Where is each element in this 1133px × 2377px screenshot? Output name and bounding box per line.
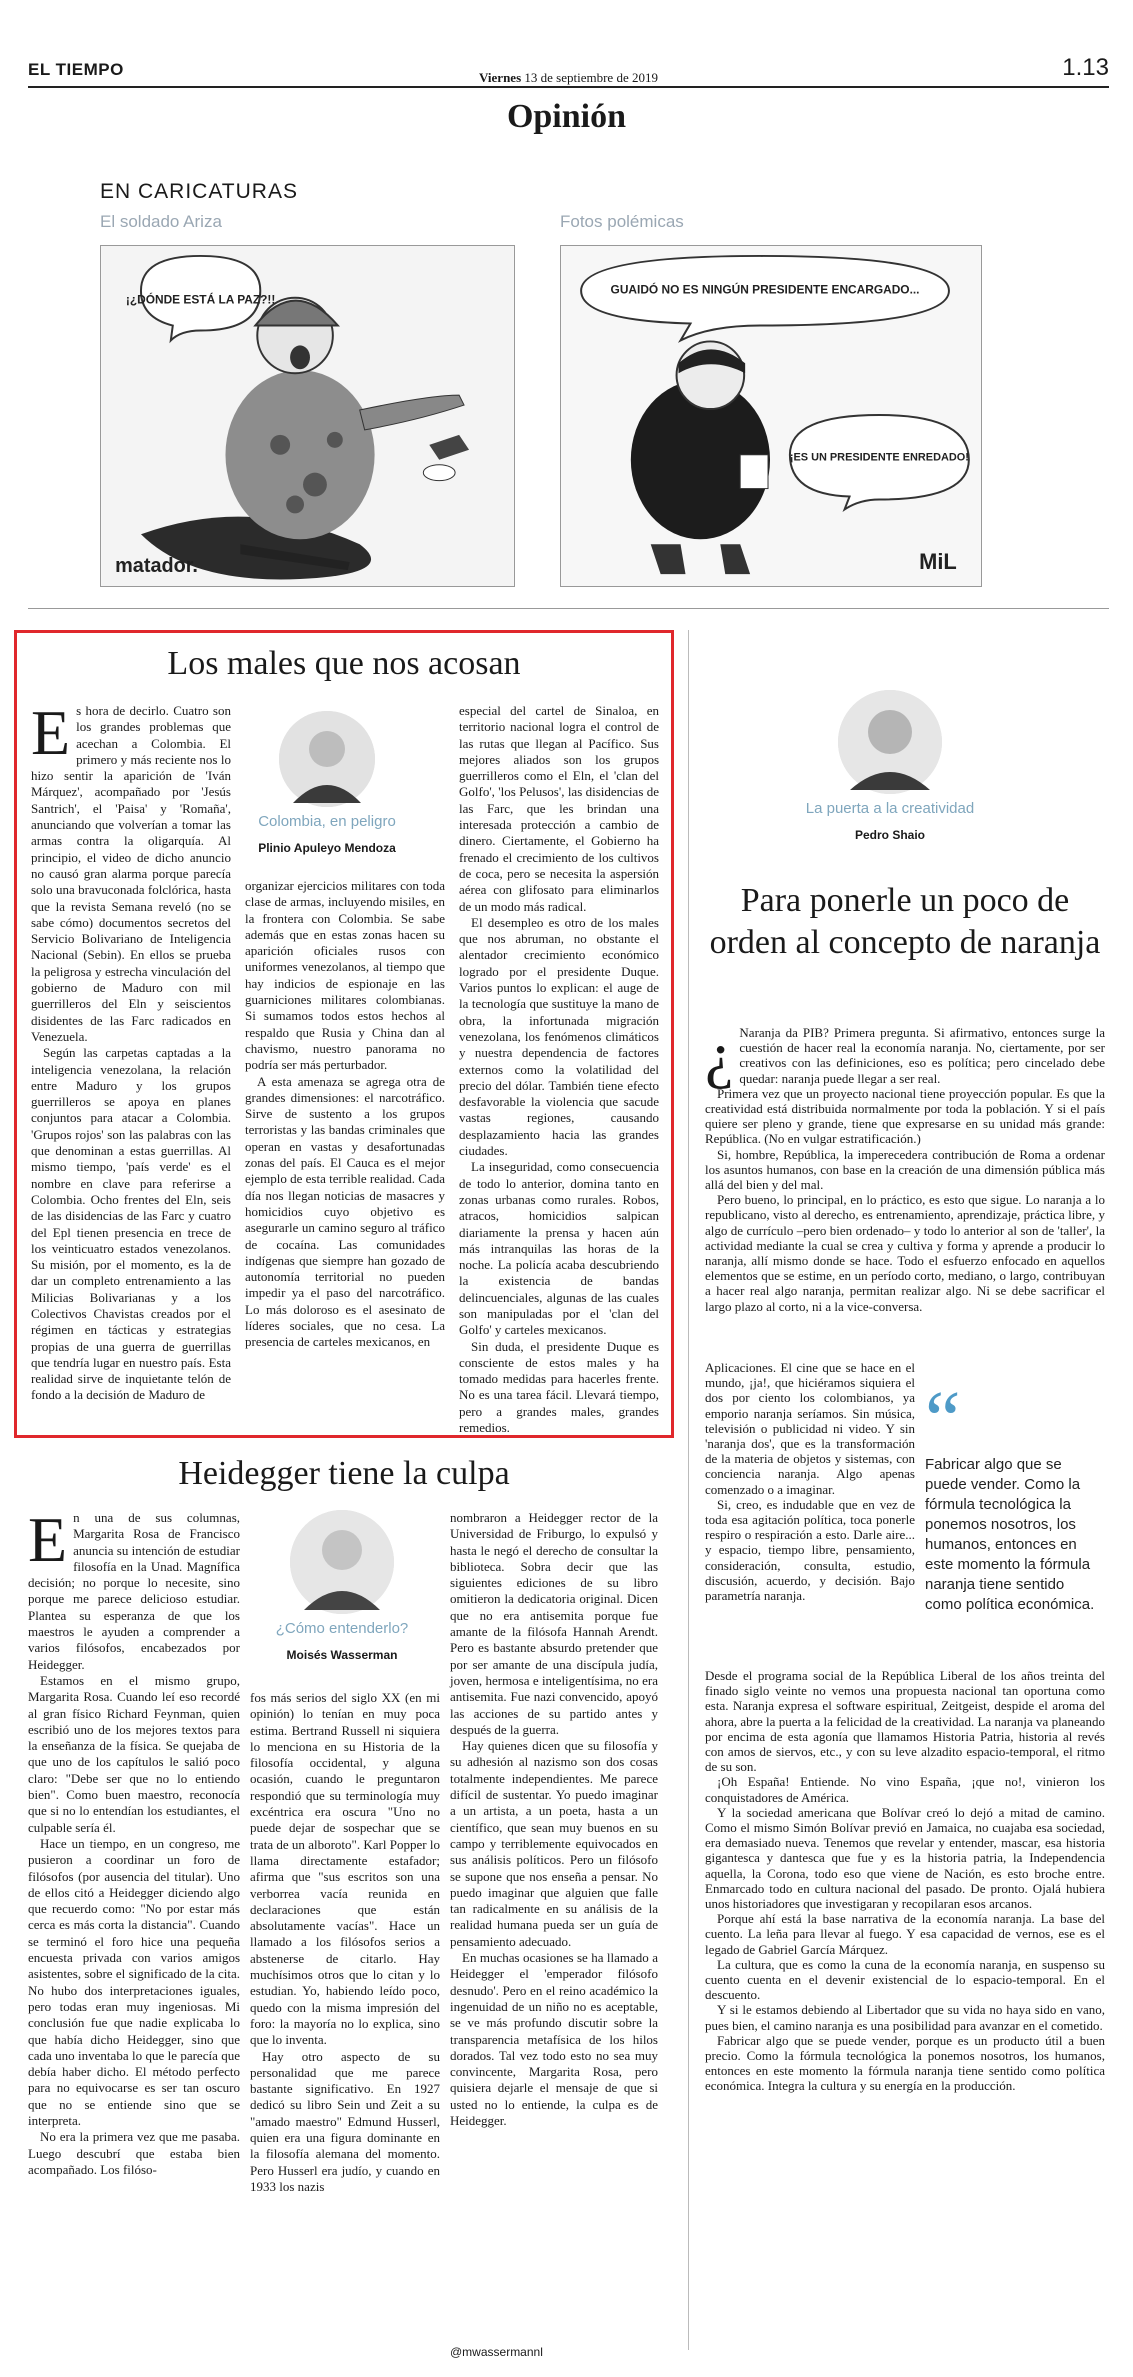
- author-portrait-mendoza: [279, 711, 375, 807]
- paragraph: Sin duda, el presidente Duque es consciente de estos males y ha tomado medidas para hacerles frente. No es una tarea fácil. Llevará tiempo, pero a grandes males, grandes remedios.: [459, 1338, 659, 1436]
- caricatures-kicker: EN CARICATURAS: [100, 180, 298, 203]
- cartoon-guaido-drawing: [561, 246, 981, 586]
- author-byline: Moisés Wasserman: [286, 1648, 398, 1662]
- issue-date: [28, 70, 1109, 86]
- paragraph: La inseguridad, como consecuencia de todo lo anterior, domina tanto en zonas urbanas como rurales. Robos, atracos, homicidios salpican diariamente la prensa y hacen aún más intranquilas las horas de la noche. La policía acaba descubriendo la existencia de bandas delincuenciales, algunas de las cuales son manipuladas por el 'clan del Golfo' y carteles mexicanos.: [459, 1159, 659, 1338]
- paragraph: Si, hombre, República, la imperecedera contribución de Roma a ordenar los asuntos humanos, con base en la creación de una dimensión pública más allá del bien y del mal.: [705, 1146, 1105, 1193]
- cartoon-left-signature: matador.: [115, 555, 198, 578]
- author-byline: Pedro Shaio: [854, 828, 925, 842]
- pull-quote-mark: “: [925, 1376, 961, 1464]
- article-heidegger-author-block: [262, 1510, 422, 1662]
- drop-cap: E: [31, 697, 71, 768]
- masthead: [28, 54, 1109, 88]
- paragraph: A esta amenaza se agrega otra de grandes dimensiones: el narcotráfico. Sirve de sustento a los grupos terroristas y las bandas criminales que operan en vastas y desafortunadas zonas del país. El Cauca es el mejor ejemplo de esta terrible realidad. Cada día nos llegan noticias de masacres y homicidios cuyo objetivo es asegurarle un camino seguro al tráfico de cocaína. Las comunidades indígenas que siempre han gozado de autonomía territorial no pueden impedir ya el paso del narcotráfico. Lo más doloroso es el asesinato de líderes sociales, que no cesa. La presencia de carteles mexicanos, en: [245, 1073, 445, 1350]
- paragraph: Estamos en el mismo grupo, Margarita Rosa. Cuando leí eso recordé al gran físico Richard Feynman, quien escribió uno de los mejores textos para la enseñanza de la física. Se quejaba de que uno de los capítulos le salió poco claro: "Debe ser que no lo entiendo bien". Como buen maestro, reconocía que si no lo entendían los estudiantes, el culpable sería él.: [28, 1672, 240, 1835]
- newspaper-brand: EL TIEMPO: [28, 60, 124, 79]
- article-naranja-title: Para ponerle un poco de orden al concepto de naranja: [709, 882, 1101, 961]
- column-name: La puerta a la creatividad: [805, 800, 975, 817]
- article-los-males-col2: [245, 878, 445, 1351]
- paragraph: Aplicaciones. El cine que se hace en el mundo, ¡ja!, que hiciéramos siquiera el dos por ciento los colombianos, ya emporio naranja seríamos. Sin música, televisión o publicidad ni video. Y sin 'naranja dos', que es la transformación de la materia de objetos y sistemas, con conciencia naranja. Algo apenas comenzado o a imaginar.: [705, 1360, 915, 1497]
- paragraph: s hora de decirlo. Cuatro son los grandes problemas que acechan a Colombia. El primero y más reciente nos lo hizo sentir la aparición de 'Iván Márquez', acompañado por 'Jesús Santrich', el 'Paisa' y 'Romaña', anunciando que volverían a tomar las armas contra la oligarquía. Al principio, el video de dicho anuncio no causó gran alarma porque parecía solo una bravuconada folclórica, hasta que la revista Semana reveló (no se sabe cómo) documentos secretos del Servicio Bolivariano de Inteligencia Nacional (Sebin). En ellos se prueba la peligrosa y estrecha vinculación del gobierno de Maduro con mil guerrilleros del Eln y seiscientos disidentes de las Farc radicados en Venezuela.: [31, 703, 231, 1044]
- cartoon-guaido: [560, 245, 982, 587]
- section-title: Opinión: [506, 98, 627, 135]
- cartoon-right-bubble-bottom: ¡ES UN PRESIDENTE ENREDADO!: [789, 451, 969, 464]
- paragraph: El desempleo es otro de los males que nos abruman, no obstante el alentador crecimiento económico logrado por el presidente Duque. Varios puntos lo explican: el auge de la tecnología que sustituye la mano de obra, la infortunada migración venezolana, los fenómenos climáticos y nuestra dependencia de factores externos como la volatilidad del precio del dólar. También tiene efecto desfavorable la violencia que sacude vastas regiones, causando desplazamiento hacia las grandes ciudades.: [459, 914, 659, 1159]
- article-los-males-author-block: [247, 711, 407, 855]
- cartoon-soldier: [100, 245, 515, 587]
- article-naranja-body-narrow: [705, 1360, 915, 1603]
- column-divider: [688, 630, 689, 2350]
- paragraph: ¡Oh España! Entiende. No vino España, ¡que no!, vinieron los conquistadores de América.: [705, 1774, 1105, 1805]
- article-los-males-col1: [31, 697, 231, 1404]
- paragraph: Hace un tiempo, en un congreso, me pusieron a coordinar un foro de filósofos (por ausencia del titular). Uno de ellos citó a Heidegger diciendo algo que recuerdo como: "No por estar más cerca es más corta la distancia". Cuando se terminó el foro hice una pequeña encuesta privada con varios amigos asistentes, sobre el significado de la cita. No hubo dos interpretaciones iguales, pero todas eran muy ingeniosas. Mi conclusión fue que nadie explicaba lo que había dicho Heidegger, sino que cada uno inventaba lo que le parecía que debía haber dicho. El método perfecto para no equivocarse es ser tan oscuro que no se entiende sino que se interpreta.: [28, 1835, 240, 2128]
- paragraph: Naranja da PIB? Primera pregunta. Si afirmativo, entonces surge la cuestión de hacer real la economía naranja. No, ciertamente, por ser creativos con las definiciones, eso es política; pero cincelado debe quedar: naranja puede llegar a ser real.: [739, 1025, 1105, 1086]
- author-portrait-shaio: [838, 690, 942, 794]
- paragraph: organizar ejercicios militares con toda clase de armas, incluyendo misiles, en la frontera con Colombia. Se sabe además que en estas zonas hacen su aparición oficiales rusos con uniformes venezolanos, al tiempo que hay indicios de espionaje en las guarniciones militares colombianas. Si sumamos todos estos hechos al respaldo que Rusia y China dan al chavismo, nuestro panorama no podría ser más perturbador.: [245, 878, 445, 1073]
- cartoon-left-label: El soldado Ariza: [100, 212, 222, 231]
- paragraph: Porque ahí está la base narrativa de la economía naranja. La base del cuento. La leña para llevar al fuego. Y esa capacidad de vernos, ese es el legado de Gabriel García Márquez.: [705, 1911, 1105, 1957]
- cartoon-soldier-drawing: [101, 246, 514, 586]
- paragraph: Hay otro aspecto de su personalidad que me parece bastante significativo. En 1927 dedicó su libro Sein und Zeit a su "amado maestro" Edmund Husserl, quien era una figura dominante en la filosofía alemana del momento. Pero Husserl era judío, y cuando en 1933 los nazis: [250, 2048, 440, 2194]
- paragraph: La cultura, que es como la cuna de la economía naranja, en suspenso su cuento cuenta en el devenir existencial de lo espacio-temporal. En el descuento.: [705, 1956, 1105, 2003]
- cartoon-divider: [28, 608, 1109, 609]
- cartoon-right-signature: MiL: [919, 549, 957, 575]
- paragraph: No era la primera vez que me pasaba. Luego descubrí que estaba bien acompañado. Los filóso-: [28, 2129, 240, 2177]
- paragraph: Hay quienes dicen que su filosofía y su adhesión al nazismo son dos cosas totalmente independientes. Me parece difícil de sustentar. Yo puedo imaginar a un artista, a un poeta, hasta a un científico, que sean muy buenos en su campo y terriblemente equivocados en sus análisis políticos. Pero un filósofo se supone que nos enseña a pensar. No puedo imaginar que alguien que falle tan radicalmente en su análisis de la realidad humana pueda ser un guía de pensamiento adecuado.: [450, 1738, 658, 1949]
- paragraph: Desde el programa social de la República Liberal de los años treinta del finado siglo veinte no vemos una propuesta nacional tan oportuna como esta. Naranja expresa el software espiritual, Zeitgeist, despide el aroma del ahora, abre la puerta a la felicidad de la creatividad. La naranja va planeando por encima de esta agonía que llamamos Historia Patria, historia al revés con amos de siervos, etc., y con su leve alzadito espacio-temporal, el ritmo de su son.: [705, 1668, 1105, 1775]
- author-twitter-handle: @mwassermannl: [450, 2345, 543, 2359]
- column-name: Colombia, en peligro: [258, 813, 396, 830]
- paragraph: Si, creo, es indudable que en vez de toda esa agitación política, toca ponerle respiro o respiración a esto. Darle aire... y espacio, tiempo libre, pensamiento, consideración, consulta, estudio, discusión, acuerdo, y decisión. Bajo parametría naranja.: [705, 1496, 915, 1604]
- article-naranja-author-block: [800, 690, 980, 842]
- article-heidegger-col1: [28, 1504, 240, 2178]
- pull-quote: Fabricar algo que se puede vender. Como la fórmula tecnológica la ponemos nosotros, los humanos, entonces en este momento la fórmula naranja tiene sentido como política económica.: [925, 1456, 1095, 1613]
- paragraph: Primera vez que un proyecto nacional tiene proyección popular. Es que la creatividad está distribuida normalmente por toda la población. Y si el país quiere ser pleno y grande, tiene que expresarse en su unidad más grande: República. (No en vulgar estratificación.): [705, 1085, 1105, 1147]
- cartoon-left-bubble: ¡¿DÓNDE ESTÁ LA PAZ?!!: [125, 292, 276, 307]
- article-heidegger-col3: [450, 1510, 658, 2129]
- column-name: ¿Cómo entenderlo?: [275, 1620, 409, 1637]
- article-heidegger-title: Heidegger tiene la culpa: [178, 1455, 510, 1492]
- article-naranja-body-bottom: [705, 1668, 1105, 2094]
- article-los-males-title: Los males que nos acosan: [167, 645, 521, 682]
- article-los-males-col3: [459, 703, 659, 1436]
- cartoon-right-bubble-top: GUAIDÓ NO ES NINGÚN PRESIDENTE ENCARGADO...: [610, 282, 920, 297]
- article-los-males: [14, 630, 674, 1438]
- paragraph: fos más serios del siglo XX (en mi opinión) lo tenían en muy poca estima. Bertrand Russell ni siquiera lo menciona en su Historia de la filosofía occidental, y alguna ocasión, cuando le preguntaron respondió que su terminología muy excéntrica era oscura "Uno no puede dejar de sospechar que se trata de un alboroto". Karl Popper lo llama directamente estafador; afirma que "sus escritos son una verborrea vacía reunida en declaraciones que están absolutamente vacías". Hace un llamado a los filósofos serios a abstenerse de citarlo. Hay muchísimos otros que lo citan y lo estudian. Yo, habiendo leído poco, quedo con la misma impresión del foro: la mayoría no lo explica, sino que lo inventa.: [250, 1690, 440, 2048]
- cartoon-right-label: Fotos polémicas: [560, 212, 684, 231]
- page-number: 1.13: [1062, 54, 1109, 81]
- issue-weekday: Viernes: [479, 70, 522, 85]
- paragraph: Y si le estamos debiendo al Libertador que su vida no haya sido en vano, pues bien, el camino naranja es una posibilidad para avanzar en el cometido.: [705, 2002, 1105, 2033]
- issue-date-text: 13 de septiembre de 2019: [524, 70, 658, 85]
- paragraph: Fabricar algo que se puede vender, porque es un producto útil a buen precio. Como la fórmula tecnológica la ponemos nosotros, los humanos, entonces en este momento la fórmula naranja tiene sentido como política económica. Integra la cultura y su energía en la producción.: [705, 2032, 1105, 2094]
- paragraph: Pero bueno, lo principal, en lo práctico, es esto que sigue. Lo naranja a lo republicano, visto al derecho, es entrenamiento, aprendizaje, práctica libre, y algo de currículo –pero bien ordenado– y todo lo anterior al son de 'taller', la actividad mediante la cual se crea y cultiva y forma y aprende a producir lo naranja, allí mismo donde se hace. Todo el esfuerzo enfocado en aquellos elementos que se estime, en un período corto, mediano, o largo, contribuyan a hacer real algo naranja, permitan realizar algo. Ni se debe sacrificar el largo plazo al corto, ni a la vice-conversa.: [705, 1192, 1105, 1314]
- paragraph: especial del cartel de Sinaloa, en territorio nacional logra el control de las rutas que llegan al Pacífico. Sus mejores aliados son los grupos guerrilleros como el Eln, el 'clan del Golfo', 'los Pelusos', las disidencias de las Farc, que les brindan una interesada protección a cambio de dinero. Ciertamente, el Gobierno ha frenado el crecimiento de los cultivos de coca, pero se necesita la aspersión aérea con glifosato para eliminarlos de un modo más radical.: [459, 703, 659, 914]
- drop-cap: E: [28, 1504, 68, 1575]
- author-portrait-wasserman: [290, 1510, 394, 1614]
- drop-cap: ¿: [705, 1019, 734, 1090]
- paragraph: Según las carpetas captadas a la inteligencia venezolana, la relación entre Maduro y los grupos guerrilleros se apoya en planes conjuntos para atacar a Colombia. 'Grupos rojos' son las palabras con las que denominan a estas guerrillas. Al mismo tiempo, 'país verde' es el nombre en clave para referirse a Colombia. Ocho frentes del Eln, seis de las disidencias de las Farc y cuatro del Epl tienen presencia en trece de los veinticuatro estados venezolanos. Su misión, por el momento, es la de dar un completo entrenamiento a las Milicias Bolivarianas y a los Colectivos Chavistas creados por el régimen en tácticas y estrategias propias de una guerra de guerrillas que tendría lugar en nuestro país. Esta realidad sirve de inquietante telón de fondo a la decisión de Maduro de: [31, 1045, 231, 1403]
- paragraph: nombraron a Heidegger rector de la Universidad de Friburgo, lo expulsó y hasta le negó el derecho de consultar la biblioteca. Sobra decir que las siguientes ediciones de su libro omitieron la dedicatoria original. Dicen que no era antisemita porque fue amante de la filósofa Hannah Arendt. Pero es bastante absurdo pretender que por ser amante de una discípula judía, joven, hermosa e inteligentísima, no era antisemita. Fue nazi convencido, apoyó las acciones de su partido antes y después de la guerra.: [450, 1510, 658, 1737]
- article-naranja-body-top: [705, 1019, 1105, 1314]
- article-heidegger-col2: [250, 1690, 440, 2195]
- paragraph: Y la sociedad americana que Bolívar creó lo dejó a mitad de camino. Como el mismo Simón Bolívar previó en Jamaica, no cuajaba esa sociedad, era demasiado nueva. Tenemos que revelar y entender, mascar, esa historia gigantesca y dantesca que fue y es la historia patria, la Independencia aquella, la Corona, todo eso que viene de Nación, es esto broche entre. Enmarcado todo en cultura nacional del pasado. De pronto. Ojalá hubiera unos historiadores que investigaran y recopilaran esos arcanos.: [705, 1804, 1105, 1912]
- paragraph: n una de sus columnas, Margarita Rosa de Francisco anuncia su intención de estudiar filosofía en la Unad. Magnífica decisión; no porque lo necesite, sino porque me parece delicioso estudiar. Plantea su esperanza de que los maestros le ayuden a comprender a varios filósofos, encabezados por Heidegger.: [28, 1510, 240, 1672]
- author-byline: Plinio Apuleyo Mendoza: [258, 841, 396, 855]
- paragraph: En muchas ocasiones se ha llamado a Heidegger el 'emperador filósofo desnudo'. Pero en el reino académico la ingenuidad de un niño no es aceptable, se ve más profundo discutir sobre la transparencia metafísica de los hilos dorados. Tal vez todo esto no sea muy convincente, Margarita Rosa, pero quisiera dejarle el mensaje de que si usted no lo entiende, la culpa es de Heidegger.: [450, 1950, 658, 2128]
